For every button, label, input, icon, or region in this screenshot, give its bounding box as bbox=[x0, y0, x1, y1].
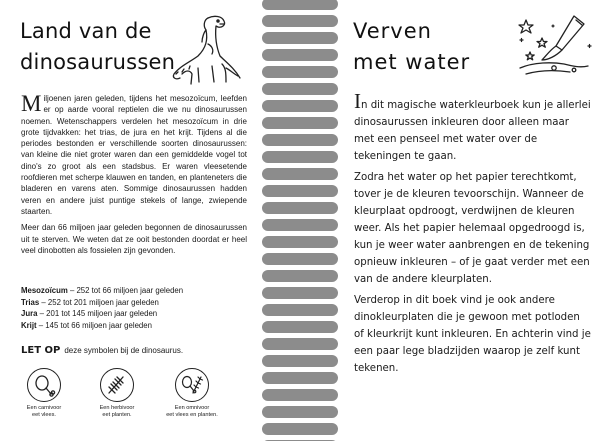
period-row bbox=[21, 320, 247, 332]
spine-bar bbox=[262, 270, 338, 282]
spine-bar bbox=[262, 100, 338, 112]
herbivore-caption bbox=[85, 405, 149, 419]
spine-bar bbox=[262, 253, 338, 265]
period-range: – 252 tot 66 miljoen jaar geleden bbox=[69, 286, 184, 295]
caption-line: eet vlees en planten. bbox=[166, 412, 218, 418]
paintbrush-stars-illustration bbox=[512, 10, 594, 84]
dropcap: I bbox=[354, 89, 361, 113]
spine-bar bbox=[262, 287, 338, 299]
book-spine bbox=[260, 0, 340, 441]
leaf-icon bbox=[100, 368, 134, 402]
carnivore-caption bbox=[12, 405, 76, 419]
period-name: Trias bbox=[21, 297, 40, 307]
caption-line: eet vlees. bbox=[32, 412, 56, 418]
spine-bar bbox=[262, 66, 338, 78]
intro-paragraph bbox=[354, 89, 592, 165]
spine-bar bbox=[262, 321, 338, 333]
spine-bar bbox=[262, 185, 338, 197]
caption-line: eet planten. bbox=[102, 412, 132, 418]
intro-paragraph bbox=[21, 93, 247, 217]
left-body-text bbox=[21, 93, 247, 261]
meat-icon bbox=[27, 368, 61, 402]
period-name: Krijt bbox=[21, 320, 37, 330]
spine-bar bbox=[262, 202, 338, 214]
spine-bar bbox=[262, 338, 338, 350]
spine-bar bbox=[262, 236, 338, 248]
spine-bar bbox=[262, 49, 338, 61]
left-title-line2: dinosaurussen bbox=[20, 50, 176, 74]
spine-bar bbox=[262, 117, 338, 129]
dinosaur-illustration bbox=[168, 12, 244, 88]
caption-line: Een carnivoor bbox=[26, 405, 62, 411]
magic-paragraph: Zodra het water op het papier terechtkomt, tover je de kleuren tevoorschijn. Wanneer de kleurplaat opdroogt, verdwijnen de kleuren weer. Als het papier helemaal opgedroogd is, kun je weer water aanbrengen en de tekening opnieuw inkleuren – of je gaat verder met een van de andere kleurplaten. bbox=[354, 172, 590, 285]
intro-text: iljoenen jaren geleden, tijdens het mesozoïcum, leefden er op aarde vooral reptielen die we nu dinosaurussen noemen. Wetenschappers verdelen het mesozoïcum in drie grote tijdvakken: het trias, de jura en het krijt. Tijdens al die periodes bestonden er verschillende soorten dinosaurussen: van kleine die niet groter waren dan een gemiddelde vogel tot dino's zo groot als een stadsbus. Er waren vleesetende roofdieren met scherpe klauwen en tanden, en planteneters die bladeren en varens aten. Sommige dinosaurussen hadden veren en andere juist puntige stekels of lange, zwiepende staarten. bbox=[21, 94, 247, 216]
period-range: – 145 tot 66 miljoen jaar geleden bbox=[38, 320, 152, 330]
period-row bbox=[21, 297, 247, 309]
period-range: – 201 tot 145 miljoen jaar geleden bbox=[39, 309, 158, 318]
note-heading: LET OP bbox=[21, 345, 61, 356]
extinction-paragraph: Meer dan 66 miljoen jaar geleden begonnen de dinosaurussen uit te sterven. We weten dat ze ooit bestonden doordat er heel veel dinobotten als fossielen zijn gevonden. bbox=[21, 223, 247, 255]
note-text: deze symbolen bij de dinosaurus. bbox=[64, 346, 184, 355]
right-page-title bbox=[353, 16, 513, 78]
spine-bar bbox=[262, 83, 338, 95]
intro-text: n dit magische waterkleurboek kun je allerlei dinosaurussen inkleuren door alleen maar met een penseel met water over de tekeningen te gaan. bbox=[354, 100, 591, 162]
meat-and-leaf-icon bbox=[175, 368, 209, 402]
spine-bar bbox=[262, 406, 338, 418]
period-list bbox=[21, 285, 247, 331]
spine-bar bbox=[262, 0, 338, 10]
period-row bbox=[21, 285, 247, 297]
spine-bar bbox=[262, 389, 338, 401]
omnivore-caption bbox=[160, 405, 224, 419]
right-title-line2: met water bbox=[353, 50, 471, 74]
period-row bbox=[21, 308, 247, 320]
left-page bbox=[0, 0, 260, 441]
carnivore-symbol bbox=[12, 368, 76, 419]
right-title-line1: Verven bbox=[353, 19, 432, 43]
herbivore-symbol bbox=[85, 368, 149, 419]
spine-bar bbox=[262, 304, 338, 316]
spine-bar bbox=[262, 32, 338, 44]
caption-line: Een herbivoor bbox=[99, 405, 135, 411]
left-title-line1: Land van de bbox=[20, 19, 152, 43]
right-body-text bbox=[354, 89, 592, 381]
spine-bar bbox=[262, 423, 338, 435]
spine-bar bbox=[262, 168, 338, 180]
period-name: Mesozoïcum bbox=[21, 286, 68, 295]
dropcap: M bbox=[21, 91, 42, 116]
period-name: Jura bbox=[21, 309, 38, 318]
spine-bar bbox=[262, 219, 338, 231]
spine-bar bbox=[262, 372, 338, 384]
omnivore-symbol bbox=[160, 368, 224, 419]
caption-line: Een omnivoor bbox=[174, 405, 210, 411]
other-pages-paragraph: Verderop in dit boek vind je ook andere dinokleurplaten die je gewoon met potloden of kleurkrijt kunt inkleuren. En achterin vind je een paar lege bladzijden waarop je zelf kunt tekenen. bbox=[354, 295, 591, 374]
spine-bar bbox=[262, 15, 338, 27]
right-page bbox=[340, 0, 600, 441]
spine-bar bbox=[262, 134, 338, 146]
symbols-note bbox=[21, 345, 247, 356]
spine-bar bbox=[262, 355, 338, 367]
period-range: – 252 tot 201 miljoen jaar geleden bbox=[41, 297, 159, 307]
spine-bar bbox=[262, 151, 338, 163]
